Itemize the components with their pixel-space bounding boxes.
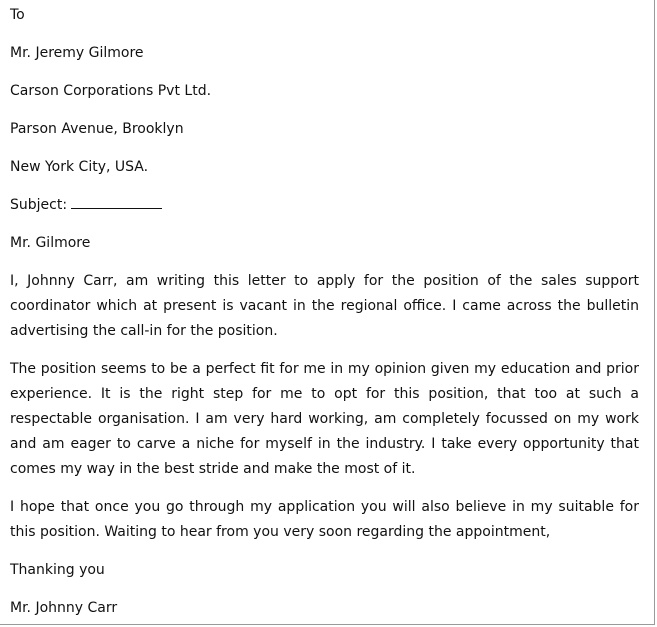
letter-body <box>10 3 639 621</box>
to-line: To <box>10 7 25 23</box>
recipient-name: Mr. Jeremy Gilmore <box>10 45 144 61</box>
recipient-street: Parson Avenue, Brooklyn <box>10 121 184 137</box>
body-paragraph-1: I, Johnny Carr, am writing this letter to apply for the position of the sales support coordinator which at present is vacant in the regional office. I came across the bulletin advertising the call-in for the position. <box>10 273 639 339</box>
recipient-city: New York City, USA. <box>10 159 149 175</box>
closing: Thanking you <box>10 562 105 578</box>
body-paragraph-2: The position seems to be a perfect fit for me in my opinion given my education and prior experience. It is the right step for me to opt for this position, that too at such a respectable organisation. I am very hard working, am completely focussed on my work and am eager to carve a niche for myself in the industry. I take every opportunity that comes my way in the best stride and make the most of it. <box>10 361 639 477</box>
salutation: Mr. Gilmore <box>10 235 91 251</box>
body-paragraph-3: I hope that once you go through my application you will also believe in my suitable for this position. Waiting to hear from you very soon regarding the appointment, <box>10 499 639 540</box>
subject-label: Subject: <box>10 197 68 213</box>
signature: Mr. Johnny Carr <box>10 600 118 616</box>
subject-line <box>10 193 639 218</box>
subject-blank <box>71 194 162 209</box>
recipient-company: Carson Corporations Pvt Ltd. <box>10 83 212 99</box>
